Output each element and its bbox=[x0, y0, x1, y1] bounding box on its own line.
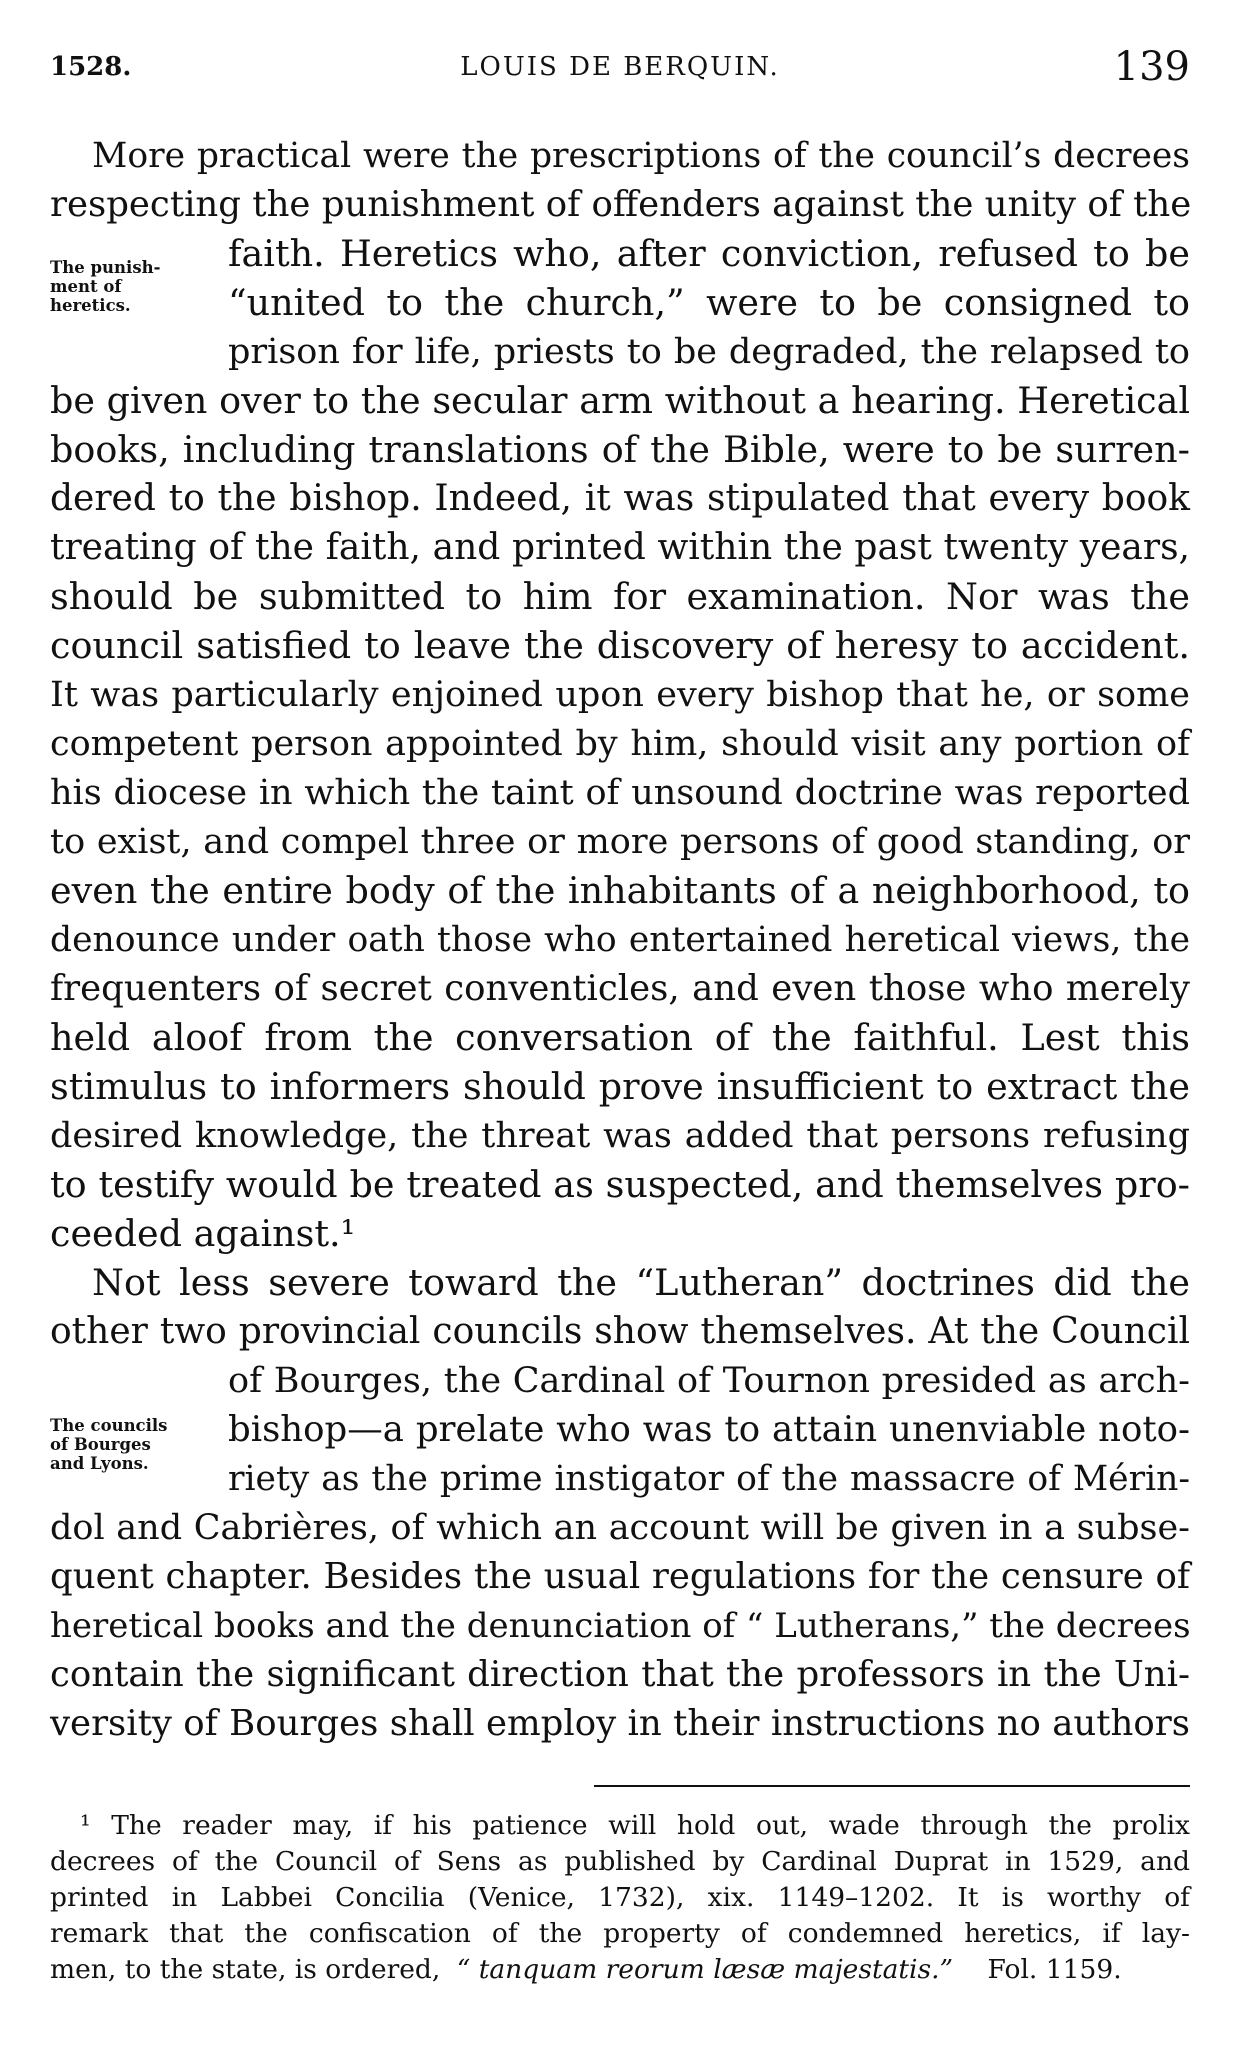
page-number: 139 bbox=[1113, 44, 1190, 90]
text-line: prison for life, priests to be degraded, the relapsed to bbox=[228, 332, 1190, 372]
text-line: It was particularly enjoined upon every bishop that he, or some bbox=[50, 675, 1190, 715]
text-line: treating of the faith, and printed within the past twenty years, bbox=[50, 527, 1190, 568]
footnote-line: ¹ The reader may, if his patience will hold out, wade through the prolix bbox=[80, 1810, 1190, 1841]
text-line: dol and Cabrières, of which an account will be given in a subse- bbox=[50, 1508, 1190, 1548]
footnote-line: remark that the confiscation of the property of condemned heretics, if lay- bbox=[50, 1918, 1190, 1949]
text-line: books, including translations of the Bible, were to be surren- bbox=[50, 428, 1190, 471]
text-line: contain the significant direction that the professors in the Uni- bbox=[50, 1654, 1190, 1695]
text-line: be given over to the secular arm without a hearing. Heretical bbox=[50, 379, 1190, 422]
text-line: competent person appointed by him, should visit any portion of bbox=[50, 724, 1190, 764]
footnote-folio: Fol. 1159. bbox=[987, 1954, 1122, 1985]
margin-note-councils: The councils of Bourges and Lyons. bbox=[50, 1416, 168, 1473]
running-header bbox=[50, 44, 1190, 94]
text-line: council satisfied to leave the discovery of heresy to accident. bbox=[50, 624, 1190, 667]
text-line: to testify would be treated as suspected, and themselves pro- bbox=[50, 1163, 1190, 1206]
text-line: even the entire body of the inhabitants of a neighborhood, to bbox=[50, 869, 1190, 912]
margin-note-punishment: The punish- ment of heretics. bbox=[50, 258, 161, 315]
header-year: 1528. bbox=[50, 52, 132, 82]
text-line: other two provincial councils show themselves. At the Council bbox=[50, 1311, 1190, 1352]
text-line: “united to the church,” were to be consigned to bbox=[228, 281, 1190, 324]
text-line: stimulus to informers should prove insufficient to extract the bbox=[50, 1065, 1190, 1108]
text-line: respecting the punishment of offenders against the unity of the bbox=[50, 184, 1192, 225]
text-line: should be submitted to him for examination. Nor was the bbox=[50, 575, 1190, 618]
text-line: bishop—a prelate who was to attain unenviable noto- bbox=[228, 1409, 1190, 1450]
text-line: dered to the bishop. Indeed, it was stipulated that every book bbox=[50, 478, 1190, 519]
text-line: heretical books and the denunciation of “ Lutherans,” the decrees bbox=[50, 1606, 1191, 1646]
footnote-line bbox=[50, 1952, 1190, 1988]
text-line: to exist, and compel three or more persons of good standing, or bbox=[50, 822, 1190, 862]
footnote-line-start: men, to the state, is ordered, bbox=[50, 1954, 441, 1985]
footnote-line: decrees of the Council of Sens as published by Cardinal Duprat in 1529, and bbox=[50, 1846, 1190, 1877]
text-line: More practical were the prescriptions of the council’s decrees bbox=[92, 136, 1190, 176]
text-line: Not less severe toward the “Lutheran” doctrines did the bbox=[92, 1261, 1190, 1304]
text-line: held aloof from the conversation of the faithful. Lest this bbox=[50, 1016, 1190, 1059]
text-line: faith. Heretics who, after conviction, refused to be bbox=[228, 232, 1190, 275]
text-line: his diocese in which the taint of unsound doctrine was reported bbox=[50, 773, 1190, 813]
text-line: denounce under oath those who entertained heretical views, the bbox=[50, 920, 1190, 960]
footnote-line: printed in Labbei Concilia (Venice, 1732), xix. 1149–1202. It is worthy of bbox=[50, 1882, 1190, 1913]
text-line: riety as the prime instigator of the massacre of Mérin- bbox=[228, 1459, 1190, 1499]
text-line: quent chapter. Besides the usual regulations for the censure of bbox=[50, 1556, 1190, 1597]
text-line: desired knowledge, the threat was added that persons refusing bbox=[50, 1116, 1190, 1156]
text-line: frequenters of secret conventicles, and even those who merely bbox=[50, 968, 1190, 1009]
text-line: of Bourges, the Cardinal of Tournon presided as arch- bbox=[228, 1361, 1190, 1401]
footnote-rule bbox=[594, 1785, 1190, 1787]
footnote-latin-quote: “ tanquam reorum læsæ majestatis.” bbox=[456, 1954, 954, 1985]
header-title: LOUIS DE BERQUIN. bbox=[460, 52, 780, 82]
text-line: ceeded against.¹ bbox=[50, 1212, 356, 1255]
text-line: versity of Bourges shall employ in their instructions no authors bbox=[50, 1703, 1190, 1744]
